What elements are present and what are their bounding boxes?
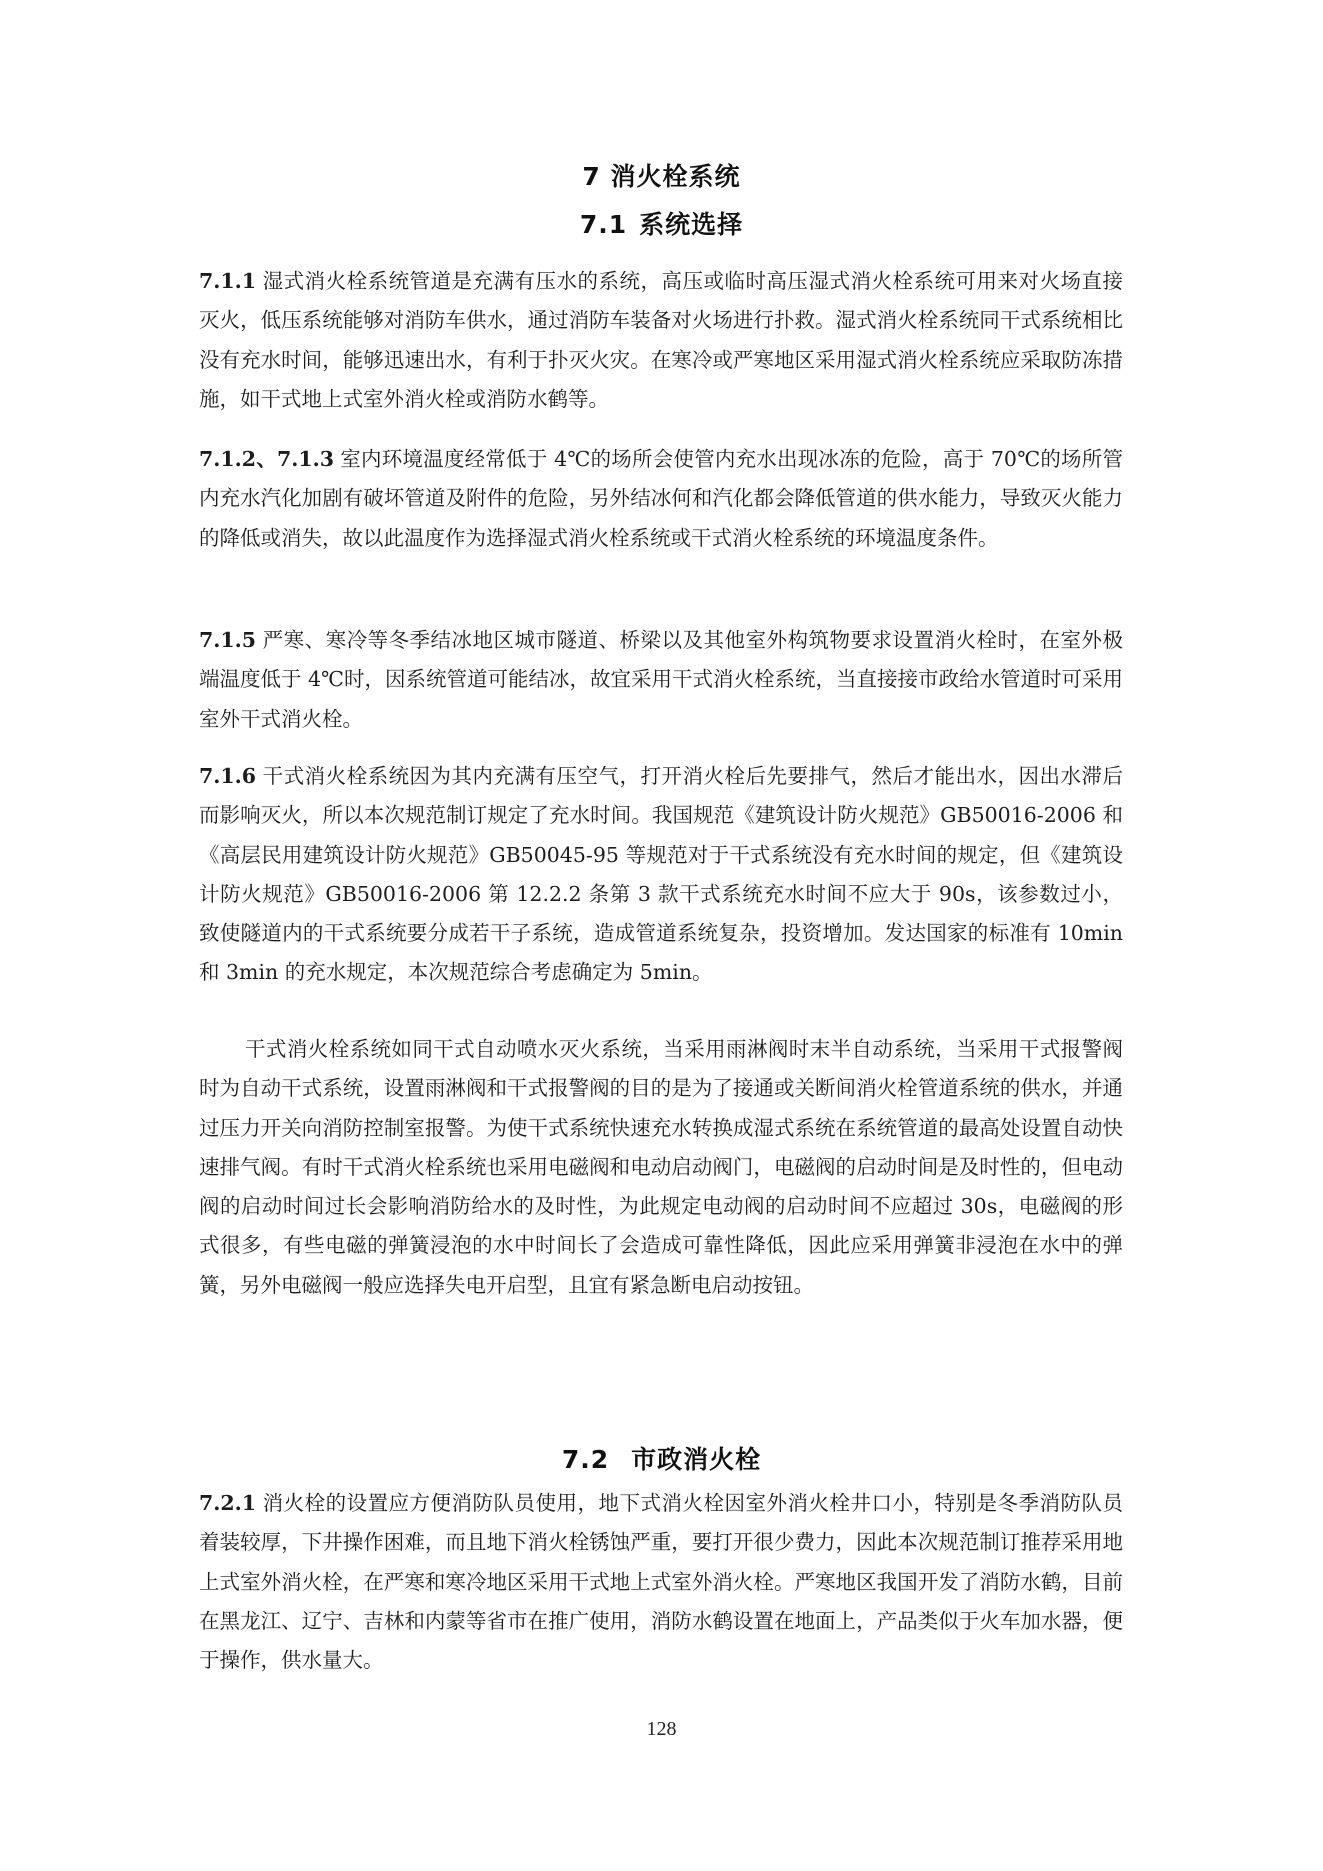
clause-text: 湿式消火栓系统管道是充满有压水的系统，高压或临时高压湿式消火栓系统可用来对火场直接灭火，低压系统能够对消防车供水，通过消防车装备对火场进行扑救。湿式消火栓系统同干式系统相比没有充水时间，能够迅速出水，有利于扑灭火灾。在寒冷或严寒地区采用湿式消火栓系统应采取防冻措施，如干式地上式室外消火栓或消防水鹤等。 — [199, 269, 1123, 411]
continuation-paragraph — [199, 1030, 1123, 1305]
section-title: 系统选择 — [639, 210, 744, 239]
clause-text: 消火栓的设置应方便消防队员使用，地下式消火栓因室外消火栓井口小，特别是冬季消防队员着装较厚，下井操作困难，而且地下消火栓锈蚀严重，要打开很少费力，因此本次规范制订推荐采用地上式室外消火栓，在严寒和寒冷地区采用干式地上式室外消火栓。严寒地区我国开发了消防水鹤，目前在黑龙江、辽宁、吉林和内蒙等省市在推广使用，消防水鹤设置在地面上，产品类似于火车加水器，便于操作，供水量大。 — [199, 1491, 1123, 1673]
clause-paragraph — [199, 440, 1123, 558]
clause-paragraph — [199, 621, 1123, 739]
section-number: 7.2 — [561, 1445, 610, 1474]
section-heading-7-2 — [0, 1443, 1323, 1477]
clause-paragraph — [199, 757, 1123, 993]
section-number: 7.1 — [579, 210, 628, 239]
clause-text: 干式消火栓系统如同干式自动喷水灭火系统，当采用雨淋阀时末半自动系统，当采用干式报警阀时为自动干式系统，设置雨淋阀和干式报警阀的目的是为了接通或关断间消火栓管道系统的供水，并通过压力开关向消防控制室报警。为使干式系统快速充水转换成湿式系统在系统管道的最高处设置自动快速排气阀。有时干式消火栓系统也采用电磁阀和电动启动阀门，电磁阀的启动时间是及时性的，但电动阀的启动时间过长会影响消防给水的及时性，为此规定电动阀的启动时间不应超过 30s，电磁阀的形式很多，有些电磁的弹簧浸泡的水中时间长了会造成可靠性降低，因此应采用弹簧非浸泡在水中的弹簧，另外电磁阀一般应选择失电开启型，且宜有紧急断电启动按钮。 — [199, 1037, 1123, 1297]
clause-number: 7.1.1 — [199, 269, 257, 293]
chapter-title: 消火栓系统 — [610, 162, 741, 191]
clause-paragraph — [199, 1484, 1123, 1680]
clause-text: 干式消火栓系统因为其内充满有压空气，打开消火栓后先要排气，然后才能出水，因出水滞后而影响灭火，所以本次规范制订规定了充水时间。我国规范《建筑设计防火规范》GB50016-2006 和《高层民用建筑设计防火规范》GB50045-95 等规范对于干式系统没有充水时间的规定，但《建筑设计防火规范》GB50016-2006 第 12.2.2 条第 3 款干式系统充水时间不应大于 90s，该参数过小，致使隧道内的干式系统要分成若干子系统，造成管道系统复杂，投资增加。发达国家的标准有 10min 和 3min 的充水规定，本次规范综合考虑确定为 5min。 — [199, 764, 1123, 985]
page-number: 128 — [646, 1718, 677, 1740]
section-heading-7-1 — [0, 208, 1323, 242]
clause-paragraph — [199, 262, 1123, 419]
clause-text: 室内环境温度经常低于 4℃的场所会使管内充水出现冰冻的危险，高于 70℃的场所管内充水汽化加剧有破坏管道及附件的危险，另外结冰何和汽化都会降低管道的供水能力，导致灭火能力的降低或消失，故以此温度作为选择湿式消火栓系统或干式消火栓系统的环境温度条件。 — [199, 447, 1123, 550]
clause-number: 7.1.6 — [199, 764, 257, 788]
clause-number: 7.2.1 — [199, 1491, 257, 1515]
chapter-heading — [0, 160, 1323, 194]
clause-text: 严寒、寒冷等冬季结冰地区城市隧道、桥梁以及其他室外构筑物要求设置消火栓时，在室外极端温度低于 4℃时，因系统管道可能结冰，故宜采用干式消火栓系统，当直接接市政给水管道时可采用室外干式消火栓。 — [199, 628, 1123, 731]
chapter-number: 7 — [582, 162, 601, 191]
section-title: 市政消火栓 — [631, 1445, 762, 1474]
clause-number: 7.1.2、7.1.3 — [199, 447, 335, 471]
clause-number: 7.1.5 — [199, 628, 257, 652]
